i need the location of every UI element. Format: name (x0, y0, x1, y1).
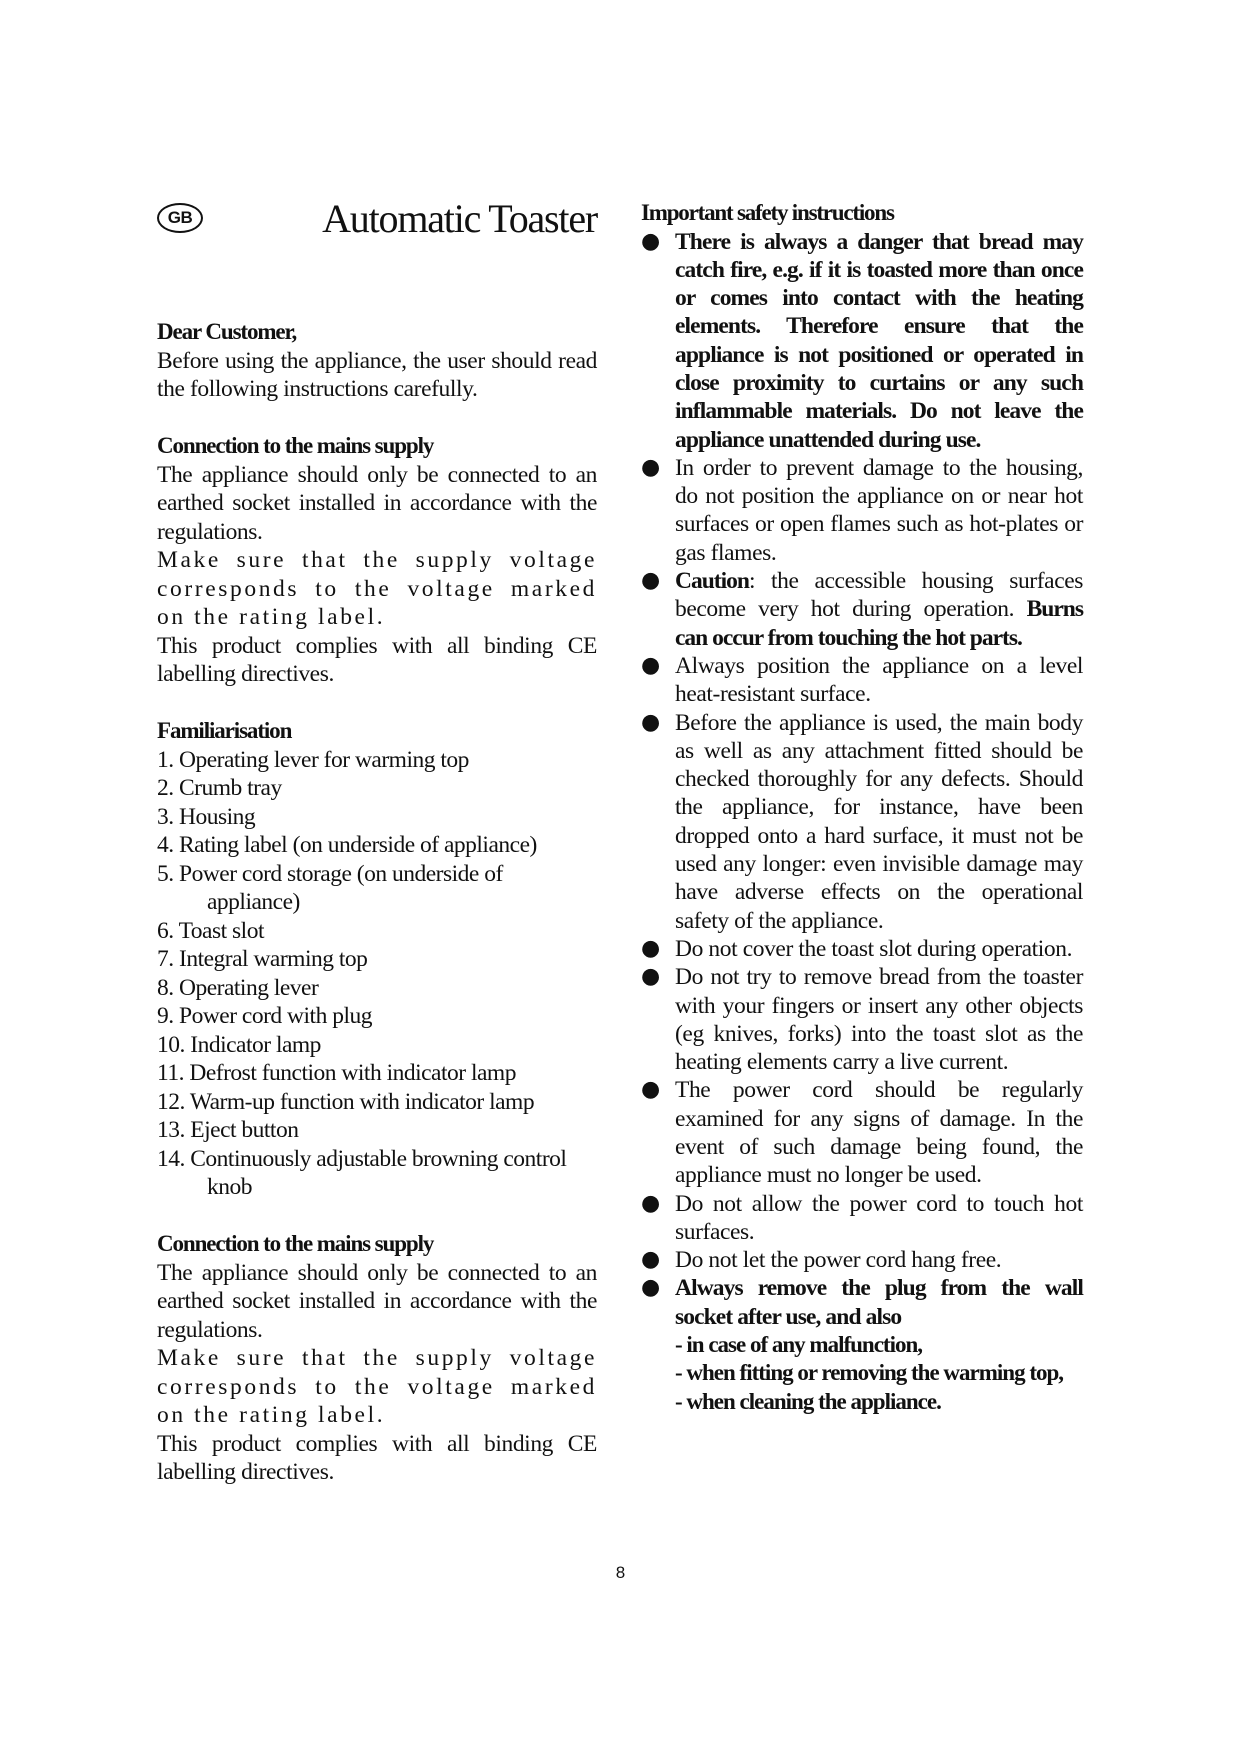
safety-item: ● Do not allow the power cord to touch hot surfaces. (641, 1190, 1083, 1245)
bullet-icon: ● (641, 228, 660, 254)
safety-item: ● In order to prevent damage to the housing, do not position the appliance on or near hot surfaces or open flames such as hot-plates or gas flames. (641, 454, 1083, 566)
list-item: 11. Defrost function with indicator lamp (157, 1060, 516, 1086)
bullet-icon: ● (641, 568, 660, 594)
list-item: 1. Operating lever for warming top (157, 746, 469, 773)
safety-item: ● Before the appliance is used, the main body as well as any attachment fitted should be checked thoroughly for any defects. Should the appliance, for instance, have been dropped onto a hard surface, it must not be used any longer: even invisible damage may have adverse effects on the operational safety of the appliance. (641, 709, 1083, 934)
safety-item: ● There is always a danger that bread may catch fire, e.g. if it is toasted more than once or comes into contact with the heating elements. Therefore ensure that the appliance is not positioned or operated in close proximity to curtains or any such inflammable materials. Do not leave the appliance unattended during use. (641, 228, 1083, 453)
list-item: 5. Power cord storage (on underside of appliance) (157, 860, 503, 915)
safety-item: ● Do not let the power cord hang free. (641, 1247, 1002, 1274)
bullet-icon: ● (641, 652, 660, 678)
page-title: Automatic Toaster (322, 196, 597, 241)
connection-1-p2: Make sure that the supply voltage corresponds to the voltage marked on the rating label. (157, 547, 597, 630)
list-item: 10. Indicator lamp (157, 1031, 321, 1058)
left-column (157, 195, 597, 1487)
language-badge: GB (157, 203, 203, 233)
list-item: 3. Housing (157, 803, 256, 830)
intro-section (157, 318, 597, 404)
connection-1-p1: The appliance should only be connected to an earthed socket installed in accordance with the regulations. (157, 461, 597, 545)
connection-heading-2: Connection to the mains supply (157, 1231, 434, 1256)
connection-2-p2: Make sure that the supply voltage corresponds to the voltage marked on the rating label. (157, 1345, 597, 1428)
safety-item: ● The power cord should be regularly examined for any signs of damage. In the event of such damage being found, the appliance must no longer be used. (641, 1077, 1083, 1189)
safety-list (641, 228, 1083, 1416)
bullet-icon: ● (641, 935, 660, 961)
bullet-icon: ● (641, 1247, 660, 1273)
list-item: 2. Crumb tray (157, 775, 282, 801)
list-item: 13. Eject button (157, 1117, 299, 1143)
connection-2-p1: The appliance should only be connected to an earthed socket installed in accordance with the regulations. (157, 1259, 597, 1343)
connection-heading-1: Connection to the mains supply (157, 433, 434, 458)
safety-heading: Important safety instructions (641, 200, 894, 225)
sublist-item: - when fitting or removing the warming top, (675, 1360, 1064, 1386)
bullet-icon: ● (641, 454, 660, 480)
list-item: 9. Power cord with plug (157, 1003, 372, 1029)
bullet-icon: ● (641, 1190, 660, 1216)
familiarisation-section (157, 717, 597, 1202)
right-column (641, 199, 1083, 1416)
page-header (157, 195, 597, 285)
safety-sublist (675, 1331, 1083, 1416)
list-item: 4. Rating label (on underside of appliance) (157, 832, 537, 858)
connection-1-p3: This product complies with all binding CE labelling directives. (157, 632, 597, 687)
safety-item: ● Caution: the accessible housing surfaces become very hot during operation. Burns can occur from touching the hot parts. (641, 568, 1083, 651)
greeting: Dear Customer, (157, 319, 297, 344)
list-item: 6. Toast slot (157, 917, 264, 944)
connection-section-2 (157, 1230, 597, 1487)
parts-list (157, 746, 597, 1202)
list-item: 8. Operating lever (157, 974, 319, 1001)
list-item: 14. Continuously adjustable browning control knob (157, 1145, 567, 1200)
safety-item: ● Do not try to remove bread from the toaster with your fingers or insert any other objects (eg knives, forks) into the toast slot as the heating elements carry a live current. (641, 964, 1083, 1076)
connection-section-1 (157, 432, 597, 689)
list-item: 7. Integral warming top (157, 946, 368, 972)
bullet-icon: ● (641, 964, 660, 990)
bullet-icon: ● (641, 1077, 660, 1103)
connection-2-p3: This product complies with all binding CE labelling directives. (157, 1430, 597, 1485)
familiarisation-heading: Familiarisation (157, 718, 292, 743)
safety-item: ● Always position the appliance on a level heat-resistant surface. (641, 652, 1083, 708)
page-number: 8 (615, 1563, 626, 1582)
sublist-item: - when cleaning the appliance. (675, 1388, 941, 1414)
safety-item: ● Do not cover the toast slot during operation. (641, 935, 1073, 962)
list-item: 12. Warm-up function with indicator lamp (157, 1088, 535, 1115)
intro-text: Before using the appliance, the user should read the following instructions carefully. (157, 347, 597, 402)
bullet-icon: ● (641, 1275, 660, 1301)
safety-item: ● Always remove the plug from the wall socket after use, and also - in case of any malfunction, - when fitting or removing the warming top, - when cleaning the appliance. (641, 1274, 1083, 1415)
sublist-item: - in case of any malfunction, (675, 1332, 922, 1358)
bullet-icon: ● (641, 709, 660, 735)
